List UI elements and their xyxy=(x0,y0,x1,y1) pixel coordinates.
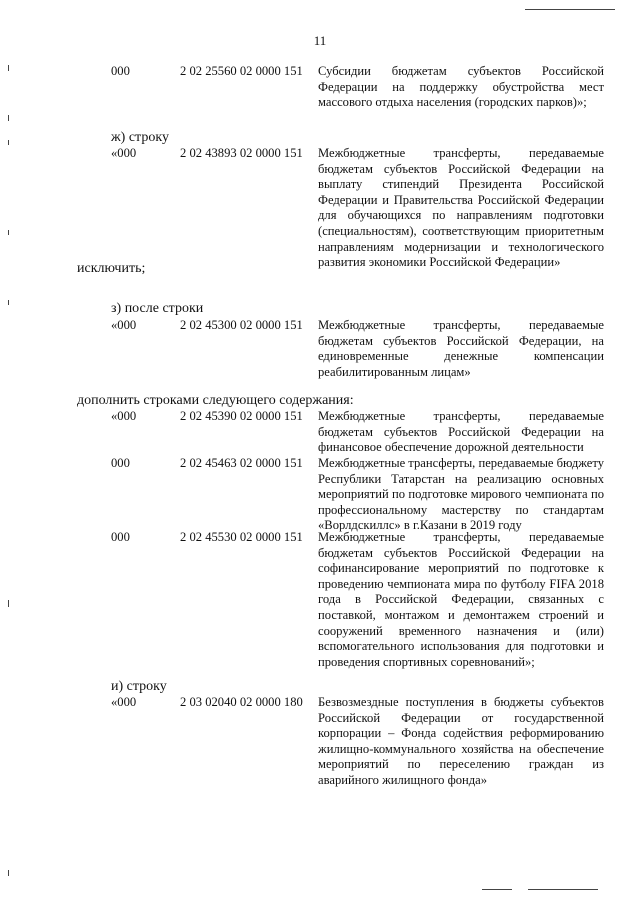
scan-tick xyxy=(8,65,9,71)
row-description: Межбюджетные трансферты, передаваемые бюджету Республики Татарстан на реализацию основных мероприятий по подготовке мирового чемпионата по профессиональному мастерству по стандартам «Ворлдскиллс» в г.Казани в 2019 году xyxy=(318,456,604,533)
row-code-revenue: 2 02 43893 02 0000 151 xyxy=(180,146,303,160)
row-code-admin: «000 xyxy=(111,695,137,709)
page-number: 11 xyxy=(313,33,327,48)
row-code-revenue: 2 03 02040 02 0000 180 xyxy=(180,695,303,709)
row-description: Межбюджетные трансферты, передаваемые бюджетам субъектов Российской Федерации на софинансирование мероприятий по подготовке к проведению чемпионата мира по футболу FIFA 2018 года в Российской Федерации, связанных с поставкой, монтажом и демонтажем строений и сооружений временного назначения и (или) вспомогательного использования для подготовки и проведения спортивных соревнований»; xyxy=(318,530,604,669)
row-description: Безвозмездные поступления в бюджеты субъектов Российской Федерации от государственной корпорации – Фонда содействия реформированию жилищно-коммунального хозяйства на обеспечение мероприятий по переселению граждан из аварийного жилищного фонда» xyxy=(318,695,604,787)
row-description: Субсидии бюджетам субъектов Российской Федерации на поддержку обустройства мест массового отдыха населения (городских парков)»; xyxy=(318,64,604,110)
row-code-revenue: 2 02 45530 02 0000 151 xyxy=(180,530,303,544)
row-code-admin: «000 xyxy=(111,146,137,160)
row-code-revenue: 2 02 25560 02 0000 151 xyxy=(180,64,303,78)
section-heading-zh: ж) строку xyxy=(111,130,169,145)
row-code-revenue: 2 02 45463 02 0000 151 xyxy=(180,456,303,470)
exclude-instruction: исключить; xyxy=(77,261,146,276)
scan-line-bottom xyxy=(528,889,598,890)
row-description: Межбюджетные трансферты, передаваемые бюджетам субъектов Российской Федерации на выплату стипендий Президента Российской Федерации и Правительства Российской Федерации для обучающихся по направлениям подготовки (специальностям), соответствующим приоритетным направлениям модернизации и технологического развития экономики Российской Федерации» xyxy=(318,146,604,270)
scan-line-top xyxy=(525,9,615,10)
row-description: Межбюджетные трансферты, передаваемые бюджетам субъектов Российской Федерации на финансовое обеспечение дорожной деятельности xyxy=(318,409,604,455)
section-heading-i: и) строку xyxy=(111,679,167,694)
scan-tick xyxy=(8,230,9,235)
scan-tick xyxy=(8,140,9,145)
add-rows-instruction: дополнить строками следующего содержания: xyxy=(77,393,354,408)
row-code-revenue: 2 02 45390 02 0000 151 xyxy=(180,409,303,423)
scan-tick xyxy=(8,870,9,876)
scan-tick xyxy=(8,115,9,121)
row-code-admin: 000 xyxy=(111,64,130,78)
row-description: Межбюджетные трансферты, передаваемые бюджетам субъектов Российской Федерации, на единовременные денежные компенсации реабилитированным лицам» xyxy=(318,318,604,379)
scan-line-bottom xyxy=(482,889,512,890)
scan-tick xyxy=(8,300,9,305)
scan-tick xyxy=(8,600,9,607)
row-code-admin: «000 xyxy=(111,409,137,423)
row-code-admin: 000 xyxy=(111,456,130,470)
row-code-admin: «000 xyxy=(111,318,137,332)
row-code-admin: 000 xyxy=(111,530,130,544)
section-heading-z: з) после строки xyxy=(111,301,204,316)
row-code-revenue: 2 02 45300 02 0000 151 xyxy=(180,318,303,332)
